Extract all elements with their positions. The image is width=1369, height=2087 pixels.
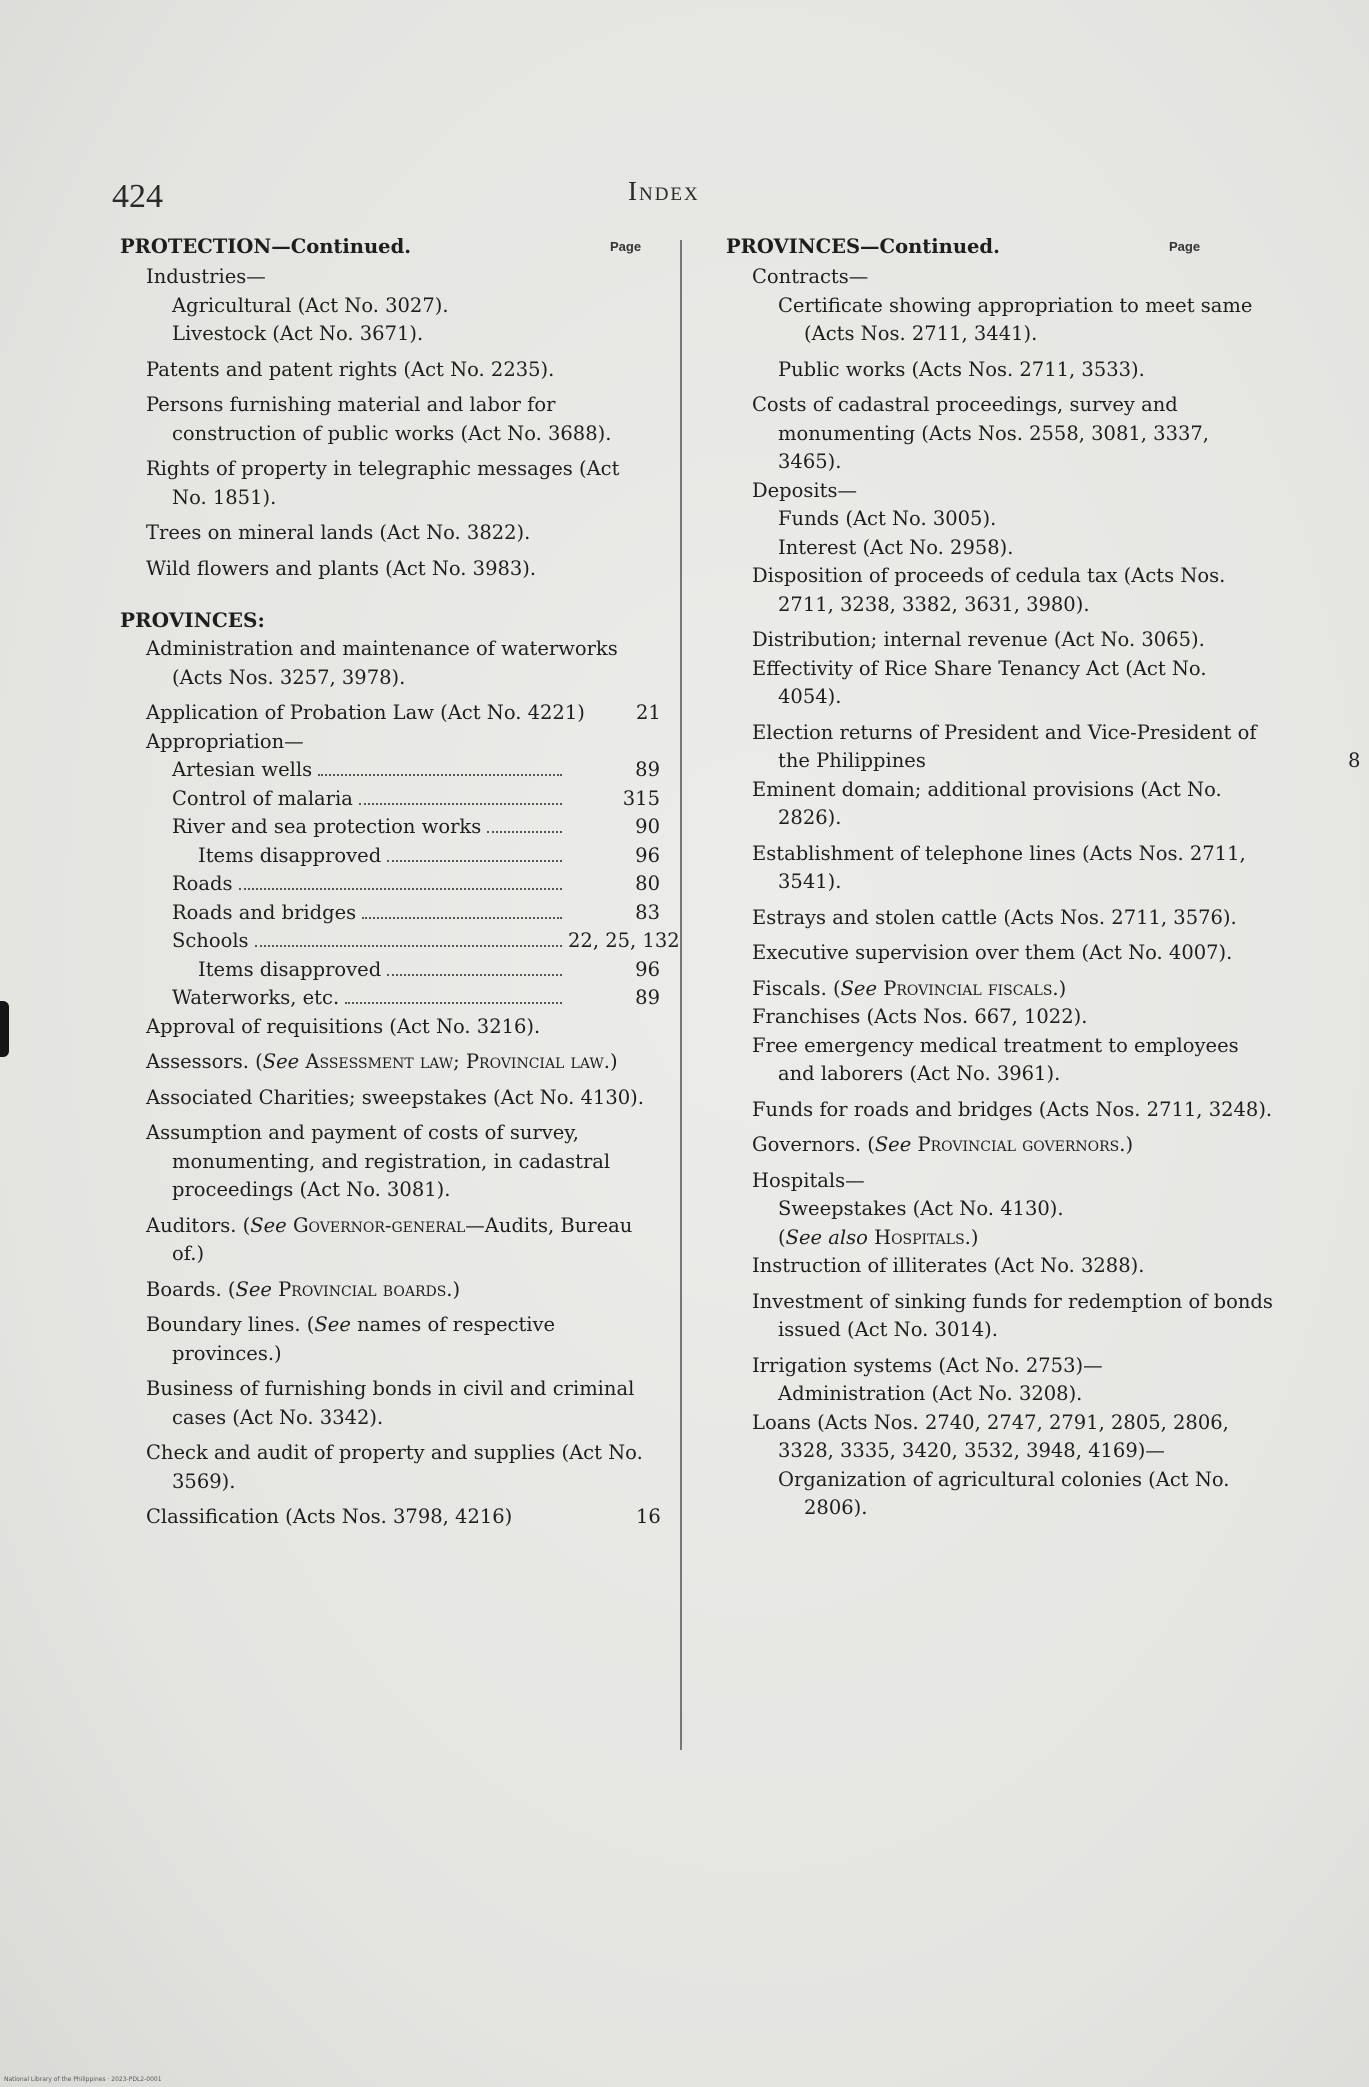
index-entry-text: (See also Hospitals.) — [778, 1225, 979, 1249]
left-entries-provinces-cont — [120, 1013, 660, 1532]
index-entry-text: Eminent domain; additional provisions (Act No. 2826). — [752, 777, 1222, 829]
index-entry — [146, 1119, 660, 1205]
index-entry-text: Industries— — [146, 265, 266, 288]
appropriation-row-page: 96 — [635, 957, 660, 981]
index-entry — [752, 776, 1274, 833]
appropriation-list — [120, 756, 680, 1013]
index-entry-text: Livestock (Act No. 3671). — [172, 322, 424, 345]
index-entry — [146, 635, 660, 692]
index-entry — [146, 1439, 660, 1496]
dot-leader — [359, 803, 562, 805]
index-entry-text: Approval of requisitions (Act No. 3216). — [146, 1014, 541, 1038]
appropriation-row-label: Roads — [172, 872, 233, 895]
index-entry-text: Wild flowers and plants (Act No. 3983). — [146, 556, 537, 580]
appropriation-row-page: 89 — [635, 986, 660, 1009]
left-entries-provinces — [120, 635, 660, 728]
dot-leader — [487, 831, 562, 833]
index-entry — [778, 1380, 1274, 1409]
index-entry-text: Executive supervision over them (Act No. 4007). — [752, 941, 1233, 964]
index-entry — [752, 263, 1274, 292]
appropriation-row-page: 80 — [635, 872, 660, 895]
appropriation-row-page: 315 — [622, 786, 660, 810]
page-number: 424 — [112, 178, 163, 215]
running-head: Index — [628, 176, 700, 206]
index-entry-text: Contracts— — [752, 265, 869, 288]
index-entry — [146, 455, 660, 512]
index-entry: Classification (Acts Nos. 3798, 4216) 16 — [146, 1505, 661, 1528]
provinces-heading: PROVINCES: — [120, 608, 265, 632]
appropriation-row-label: Roads and bridges — [172, 900, 357, 924]
index-entry-text: Auditors. (See Governor-general—Audits, Bureau of.) — [146, 1213, 633, 1265]
index-entry — [778, 356, 1274, 385]
index-entry-text: Costs of cadastral proceedings, survey and monumenting (Acts Nos. 2558, 3081, 3337, 3465). — [752, 393, 1209, 473]
index-entry — [752, 1131, 1274, 1160]
index-entry — [752, 1252, 1274, 1281]
index-entry — [752, 1032, 1274, 1089]
index-entry — [146, 1048, 660, 1077]
right-page-label: Page — [1169, 239, 1201, 254]
index-entry — [172, 292, 660, 321]
index-entry — [752, 904, 1274, 933]
left-column — [120, 233, 680, 1532]
index-entry: Election returns of President and Vice-President of the Philippines 8 — [752, 720, 1361, 772]
index-entry — [752, 1167, 1274, 1196]
index-entry — [778, 1466, 1274, 1523]
appropriation-row-page: 96 — [635, 843, 660, 867]
index-entry-text: Administration and maintenance of waterworks (Acts Nos. 3257, 3978). — [146, 637, 618, 689]
appropriation-row — [172, 927, 680, 956]
index-entry — [752, 1096, 1274, 1125]
index-entry-text: Interest (Act No. 2958). — [778, 535, 1014, 559]
index-entry — [146, 1084, 660, 1113]
index-entry-text: Rights of property in telegraphic messages (Act No. 1851). — [146, 457, 620, 509]
index-entry — [752, 840, 1274, 897]
index-entry — [752, 975, 1274, 1004]
index-entry-text: Organization of agricultural colonies (Act No. 2806). — [778, 1467, 1230, 1519]
index-entry-text: Investment of sinking funds for redemption of bonds issued (Act No. 3014). — [752, 1289, 1273, 1341]
index-entry-text: Loans (Acts Nos. 2740, 2747, 2791, 2805, 2806, 3328, 3335, 3420, 3532, 3948, 4169)— — [752, 1410, 1229, 1462]
index-entry — [752, 562, 1274, 619]
index-entry-text: Assumption and payment of costs of survey, monumenting, and registration, in cadastral proceedings (Act No. 3081). — [146, 1121, 611, 1201]
index-entry-text: Governors. (See Provincial governors.) — [752, 1133, 1134, 1156]
index-entry-text: Sweepstakes (Act No. 4130). — [778, 1197, 1064, 1220]
appropriation-row — [172, 899, 660, 928]
index-entry — [146, 555, 660, 584]
appropriation-row-label: Schools — [172, 929, 249, 952]
index-entry — [752, 1288, 1274, 1345]
right-entries — [726, 263, 1361, 1523]
index-entry-text: Associated Charities; sweepstakes (Act No. 4130). — [146, 1085, 644, 1109]
dot-leader — [387, 860, 562, 862]
index-entry-text: Disposition of proceeds of cedula tax (Acts Nos. 2711, 3238, 3382, 3631, 3980). — [752, 564, 1226, 616]
index-entry-text: Administration (Act No. 3208). — [778, 1382, 1083, 1405]
index-entry-text: Distribution; internal revenue (Act No. 3065). — [752, 628, 1205, 651]
index-entry — [778, 505, 1274, 534]
index-entry-text: Instruction of illiterates (Act No. 3288). — [752, 1254, 1145, 1277]
index-entry-text: Establishment of telephone lines (Acts Nos. 2711, 3541). — [752, 841, 1246, 893]
index-entry-text: Election returns of President and Vice-President of the Philippines — [752, 720, 1257, 772]
index-entry-text: Business of furnishing bonds in civil and criminal cases (Act No. 3342). — [146, 1377, 635, 1429]
index-entry — [146, 1212, 660, 1269]
index-entry — [778, 1224, 1274, 1253]
dot-leader — [387, 974, 562, 976]
index-entry — [146, 1013, 660, 1042]
index-entry — [752, 477, 1274, 506]
index-entry — [752, 1352, 1274, 1381]
dot-leader — [318, 774, 562, 776]
index-entry-text: Application of Probation Law (Act No. 4221) — [146, 701, 585, 724]
appropriation-row — [172, 785, 660, 814]
left-column-heading: PROTECTION—Continued. Page — [120, 233, 660, 263]
index-entry-text: Certificate showing appropriation to meet same (Acts Nos. 2711, 3441). — [778, 293, 1253, 345]
appropriation-row-label: Waterworks, etc. — [172, 986, 340, 1009]
index-entry — [752, 655, 1274, 712]
index-entry-text: Persons furnishing material and labor for construction of public works (Act No. 3688). — [146, 393, 612, 445]
appropriation-row — [198, 956, 660, 985]
appropriation-row-page: 90 — [635, 815, 660, 838]
appropriation-row-page: 22, 25, 132 — [568, 929, 680, 952]
index-entry-text: Free emergency medical treatment to employees and laborers (Act No. 3961). — [752, 1033, 1239, 1085]
appropriation-row-page: 89 — [635, 758, 660, 781]
appropriation-row-label: Artesian wells — [172, 758, 313, 781]
appropriation-row-label: Items disapproved — [198, 843, 382, 867]
index-entry — [146, 263, 660, 292]
dot-leader — [345, 1002, 562, 1004]
right-column-heading: PROVINCES—Continued. Page — [726, 233, 1274, 263]
index-entry-text: Patents and patent rights (Act No. 2235). — [146, 357, 555, 381]
index-entry — [146, 1375, 660, 1432]
index-entry-text: Hospitals— — [752, 1168, 865, 1192]
left-page-label: Page — [610, 239, 642, 254]
dot-leader — [255, 945, 562, 947]
index-entry-text: Check and audit of property and supplies (Act No. 3569). — [146, 1441, 643, 1493]
index-entry-text: Public works (Acts Nos. 2711, 3533). — [778, 357, 1145, 381]
index-entry-text: Estrays and stolen cattle (Acts Nos. 2711, 3576). — [752, 905, 1237, 929]
index-entry — [752, 1409, 1274, 1466]
index-entry-text: Assessors. (See Assessment law; Provincial law.) — [146, 1050, 618, 1073]
index-entry-text: Boundary lines. (See names of respective provinces.) — [146, 1313, 556, 1365]
left-entries-protection — [120, 263, 660, 583]
appropriation-row — [172, 756, 660, 785]
index-entry-text: Classification (Acts Nos. 3798, 4216) — [146, 1505, 513, 1528]
dot-leader — [362, 917, 562, 919]
index-entry — [172, 320, 660, 349]
index-entry — [778, 534, 1274, 563]
appropriation-heading: Appropriation— — [146, 729, 304, 753]
footer-credit: National Library of the Philippines · 2023-PDL2-0001 — [4, 2076, 162, 2083]
right-column — [726, 233, 1361, 1523]
index-entry — [778, 1195, 1274, 1224]
appropriation-row-label: Control of malaria — [172, 786, 353, 810]
index-entry-text: Franchises (Acts Nos. 667, 1022). — [752, 1005, 1088, 1028]
index-entry-text: Trees on mineral lands (Act No. 3822). — [146, 521, 531, 544]
appropriation-row-label: Items disapproved — [198, 957, 382, 981]
index-entry-text: Agricultural (Act No. 3027). — [172, 293, 449, 317]
index-entry — [146, 519, 660, 548]
appropriation-row-label: River and sea protection works — [172, 815, 482, 838]
index-entry-text: Irrigation systems (Act No. 2753)— — [752, 1353, 1103, 1377]
index-entry-text: Funds (Act No. 3005). — [778, 507, 997, 530]
index-entry — [752, 1003, 1274, 1032]
index-entry-text: Effectivity of Rice Share Tenancy Act (Act No. 4054). — [752, 656, 1207, 708]
index-entry-text: Deposits— — [752, 478, 857, 502]
index-entry — [146, 1311, 660, 1368]
index-entry — [752, 626, 1274, 655]
index-entry — [146, 391, 660, 448]
appropriation-row — [172, 984, 660, 1013]
index-entry — [146, 356, 660, 385]
appropriation-row-page: 83 — [635, 900, 660, 924]
appropriation-row — [198, 842, 660, 871]
index-entry — [778, 292, 1274, 349]
index-entry-text: Fiscals. (See Provincial fiscals.) — [752, 976, 1067, 1000]
binding-shadow — [0, 1001, 9, 1057]
index-entry-text: Boards. (See Provincial boards.) — [146, 1277, 461, 1301]
dot-leader — [239, 888, 562, 890]
index-entry-text: Funds for roads and bridges (Acts Nos. 2711, 3248). — [752, 1097, 1273, 1121]
index-entry — [146, 1276, 660, 1305]
column-divider — [680, 240, 682, 1750]
index-entry — [752, 939, 1274, 968]
appropriation-row — [172, 813, 660, 842]
appropriation-row — [172, 870, 660, 899]
index-entry: Application of Probation Law (Act No. 4221) 21 — [146, 701, 661, 724]
index-entry — [752, 391, 1274, 477]
